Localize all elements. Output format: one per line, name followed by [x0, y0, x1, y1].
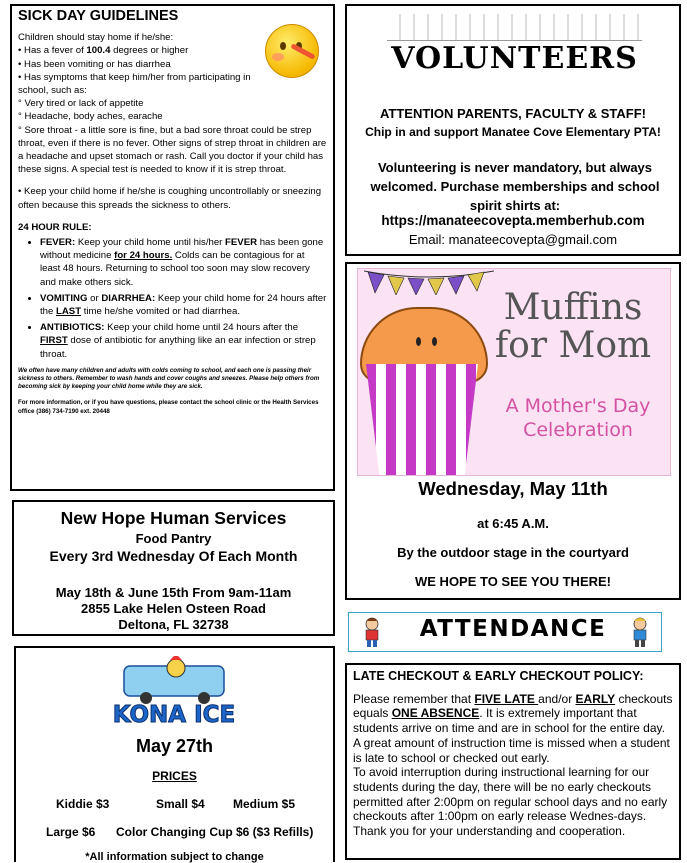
- muffins-closing: WE HOPE TO SEE YOU THERE!: [415, 574, 611, 589]
- attendance-banner: [348, 612, 662, 652]
- sick-sub-tired: ° Very tired or lack of appetite: [18, 98, 144, 110]
- hope-schedule: Every 3rd Wednesday Of Each Month: [49, 548, 298, 564]
- child-right-icon: [625, 616, 655, 648]
- muffins-flyer-art: [357, 268, 671, 476]
- volunteers-banner: [387, 14, 642, 86]
- volunteers-people-icon: [387, 14, 642, 41]
- vol-url-link[interactable]: https://manateecovepta.memberhub.com: [381, 213, 645, 228]
- sick-bullet-symptoms: • Has symptoms that keep him/her from participating in school, such as:: [18, 71, 251, 97]
- late-policy: Please remember that FIVE LATE and/or EARLY checkouts equals ONE ABSENCE. It is extremely important that students arrive on time and are in school for the entire day. A great amount of instruction time is missed when a student is late to school or checked out early.: [353, 691, 673, 765]
- volunteers-banner-text: VOLUNTEERS: [391, 41, 638, 76]
- muffins-time: at 6:45 A.M.: [477, 516, 549, 531]
- vol-attention: ATTENTION PARENTS, FACULTY & STAFF!: [379, 106, 646, 121]
- kona-prices-label: PRICES: [152, 769, 197, 783]
- sick-contact: For more information, or if you have questions, please contact the school clinic or the Health Services office (386) 734-7190 ext. 20448: [18, 399, 319, 415]
- muffins-date: Wednesday, May 11th: [418, 478, 608, 499]
- price-kiddie: Kiddie $3: [56, 797, 110, 811]
- sick-title: SICK DAY GUIDELINES: [18, 8, 179, 24]
- late-checkout-panel: [345, 663, 681, 860]
- hope-city: Deltona, FL 32738: [118, 617, 229, 632]
- sick-sub-headache: ° Headache, body aches, earache: [18, 111, 163, 123]
- rule-list: [18, 236, 327, 361]
- kona-ice-logo: [94, 656, 254, 726]
- muffins-for-mom-panel: [345, 262, 681, 600]
- sick-bullet-vomit: • Has been vomiting or has diarrhea: [18, 58, 171, 70]
- hope-dates: May 18th & June 15th From 9am-11am: [55, 585, 292, 600]
- rule-antibiotics: • ANTIBIOTICS: Keep your child home until 24 hours after the FIRST dose of antibiotic for anything like an ear infection or strep throat.: [40, 321, 327, 361]
- child-left-icon: [357, 616, 387, 648]
- sick-face-icon: [265, 24, 319, 78]
- cupcake-liner-icon: [366, 364, 478, 476]
- muffins-title: Muffins for Mom: [494, 287, 652, 366]
- kona-note: *All information subject to change: [85, 851, 264, 863]
- price-medium: Medium $5: [233, 797, 296, 811]
- hope-title: New Hope Human Services: [60, 508, 287, 528]
- kona-ice-panel: [14, 646, 335, 862]
- sick-day-guidelines-panel: [10, 4, 335, 491]
- hope-pantry: Food Pantry: [135, 531, 212, 546]
- price-color-cup: Color Changing Cup $6 ($3 Refills): [116, 825, 314, 839]
- price-large: Large $6: [46, 825, 96, 839]
- muffins-subtitle: A Mother's Day Celebration: [505, 395, 651, 441]
- thermometer-icon: [290, 43, 315, 60]
- late-title: LATE CHECKOUT & EARLY CHECKOUT POLICY:: [353, 669, 644, 683]
- rule-fever: • FEVER: Keep your child home until his/her FEVER has been gone without medicine for 24 hours. Colds can be contagious for at least 48 hours. Returning to school too soon may slow recovery and make others sick.: [40, 236, 327, 289]
- sick-fine-print: We often have many children and adults with colds coming to school, and each one is passing their sickness to others. Remember to wash hands and cover coughs and sneezes. Please help others from becoming sick by keeping your child home while they are sick.: [18, 366, 320, 391]
- late-interruption: To avoid interruption during instructional learning for our students during the day, there will be no early checkouts permitted after 2:00pm on regular school days and no early checkouts after 1:00pm on early release Wednes-days. Thank you for your understanding and cooperation.: [353, 765, 668, 839]
- hope-address: 2855 Lake Helen Osteen Road: [81, 601, 266, 616]
- sick-cough: • Keep your child home if he/she is coughing uncontrollably or sneezing often because this spreads the sickness to others.: [18, 186, 322, 211]
- vol-email[interactable]: Email: manateecovepta@gmail.com: [408, 232, 618, 247]
- sick-bullet-fever: • Has a fever of 100.4 degrees or higher: [18, 45, 189, 57]
- muffins-place: By the outdoor stage in the courtyard: [397, 545, 629, 560]
- rule-title: 24 HOUR RULE:: [18, 221, 92, 233]
- attendance-title: ATTENDANCE: [419, 616, 607, 642]
- price-small: Small $4: [156, 797, 205, 811]
- bunting-icon: [364, 269, 494, 295]
- sick-intro: Children should stay home if he/she:: [18, 32, 174, 44]
- new-hope-panel: [12, 500, 335, 636]
- volunteers-panel: [345, 4, 681, 256]
- svg-text:KONA ICE: KONA ICE: [112, 702, 236, 726]
- vol-info: Volunteering is never mandatory, but always welcomed. Purchase memberships and school spirit shirts at:: [370, 160, 660, 213]
- sick-sub-throat: ° Sore throat - a little sore is fine, but a bad sore throat could be strep throat, even if there is no fever. Other signs of strep throat in children are a headache and upset stomach or rash. Call you doctor if your child has these signs. A special test is needed to know if it is strep throat.: [18, 124, 327, 176]
- vol-support: Chip in and support Manatee Cove Elementary PTA!: [365, 125, 661, 139]
- kona-date: May 27th: [135, 736, 214, 756]
- rule-vomiting: • VOMITING or DIARRHEA: Keep your child home for 24 hours after the LAST time he/she vomited or had diarrhea.: [40, 292, 327, 318]
